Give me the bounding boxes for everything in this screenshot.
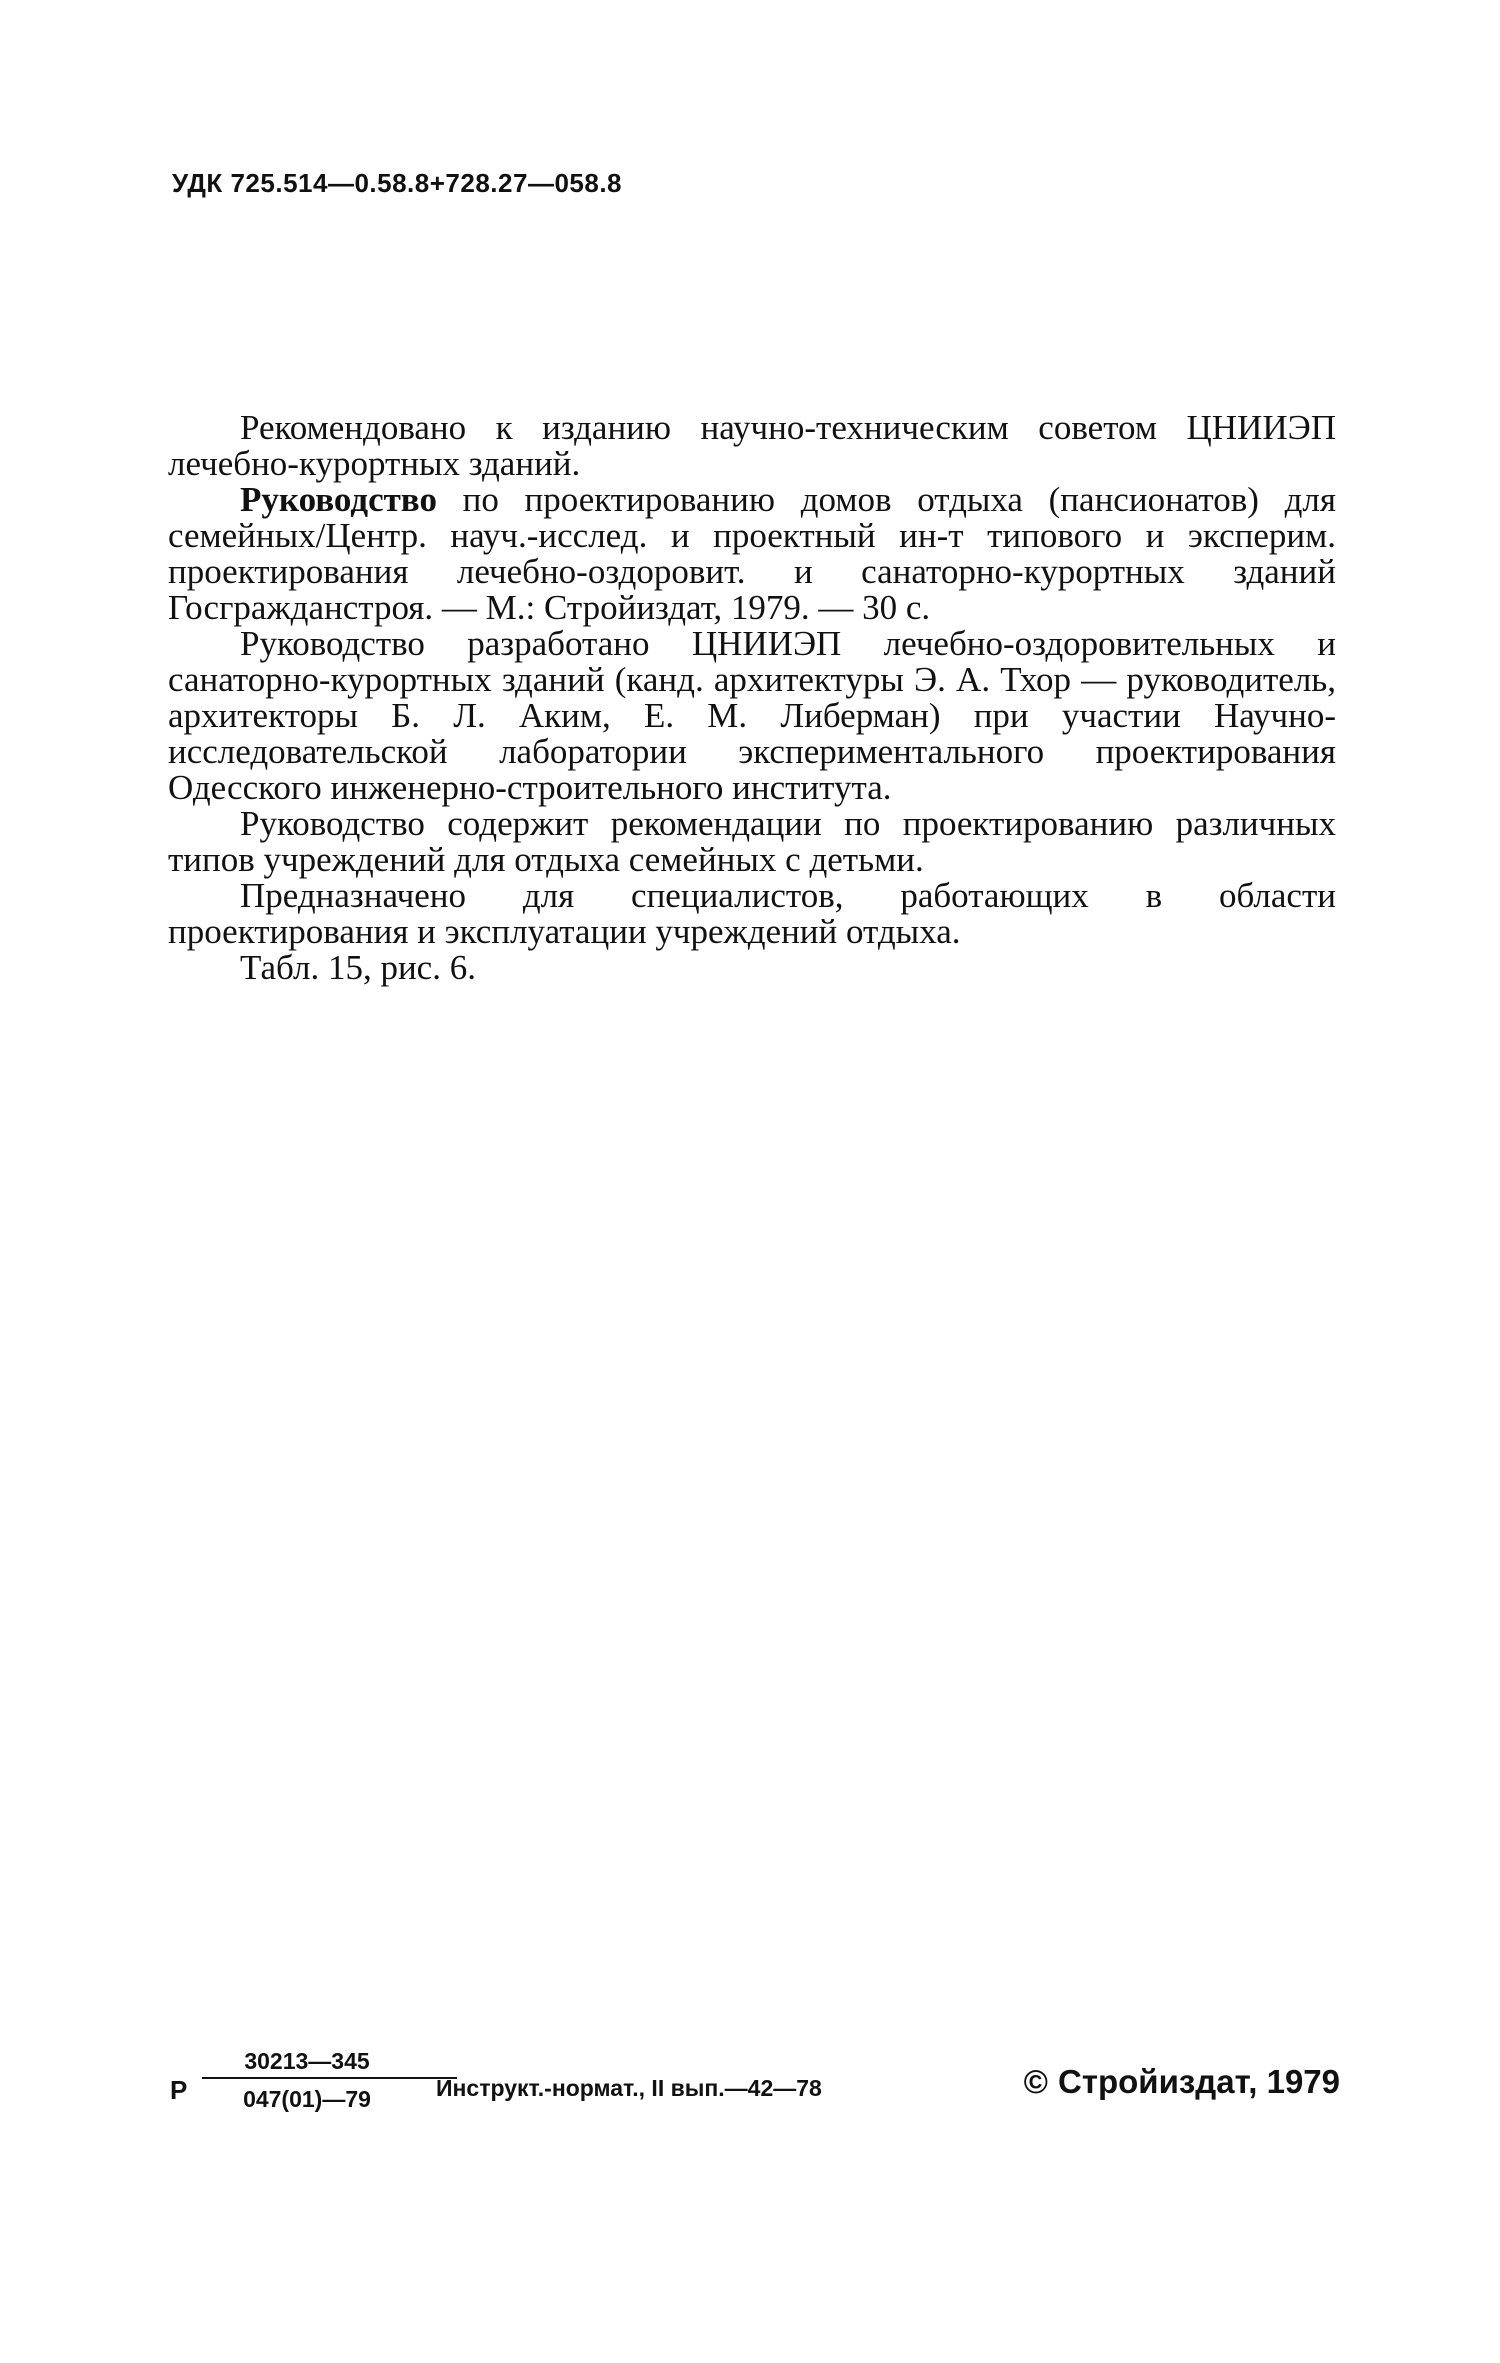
copyright-icon: © — [1023, 2063, 1048, 2100]
fraction-numerator: 30213—345 — [244, 2048, 370, 2074]
citation-paragraph — [168, 482, 1336, 626]
abstract-block — [168, 410, 1336, 986]
series-info: Инструкт.-нормат., II вып.—42—78 — [436, 2075, 822, 2101]
tables-figures-paragraph: Табл. 15, рис. 6. — [240, 948, 476, 987]
citation-lead: Руководство — [240, 480, 437, 519]
citation-rest: по проектированию домов отдыха (пансионатов) для семейных/Центр. науч.-исслед. и проектный ин-т типового и эксперим. проектирования лечебно-оздоровит. и санаторно-курортных зданий Госгражданстроя. — М.: Стройиздат, 1979. — 30 с. — [168, 480, 1336, 627]
copyright-text: Стройиздат, 1979 — [1057, 2063, 1340, 2100]
catalog-fraction — [212, 2045, 402, 2115]
r-letter: Р — [170, 2075, 188, 2105]
copyright-notice — [1024, 2063, 1340, 2101]
fraction-denominator: 047(01)—79 — [243, 2086, 371, 2112]
developers-paragraph: Руководство разработано ЦНИИЭП лечебно-оздоровительных и санаторно-курортных зданий (канд. архитектуры Э. А. Тхор — руководитель, архитекторы Б. Л. Аким, Е. М. Либерман) при участии Научно-исследовательской лаборатории экспериментального проектирования Одесского инженерно-строительного института. — [168, 624, 1336, 807]
recommendation-paragraph: Рекомендовано к изданию научно-техническим советом ЦНИИЭП лечебно-курортных зданий. — [168, 408, 1336, 483]
imprint-line — [168, 2045, 1340, 2125]
audience-paragraph: Предназначено для специалистов, работающих в области проектирования и эксплуатации учреждений отдыха. — [168, 876, 1336, 951]
contents-paragraph: Руководство содержит рекомендации по проектированию различных типов учреждений для отдыха семейных с детьми. — [168, 804, 1336, 879]
udk-code: УДК 725.514—0.58.8+728.27—058.8 — [172, 168, 623, 198]
